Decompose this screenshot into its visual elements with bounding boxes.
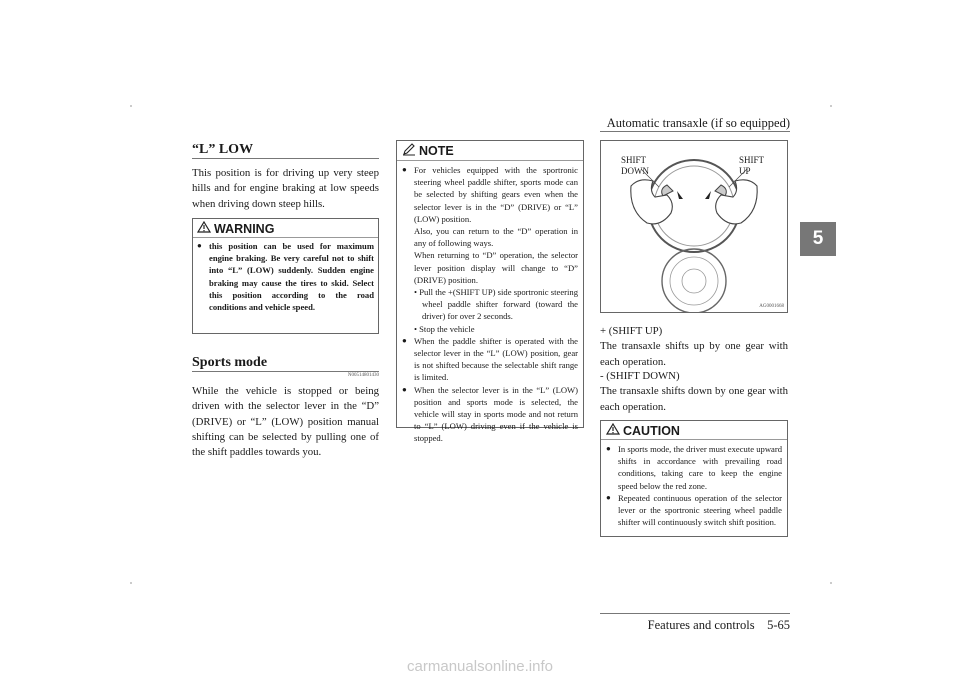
section-title-sports: Sports mode xyxy=(192,355,268,370)
warning-header xyxy=(197,221,374,236)
note-box xyxy=(396,140,584,444)
watermark: carmanualsonline.info xyxy=(407,658,553,675)
caution-box xyxy=(600,420,788,537)
registration-mark xyxy=(130,105,132,107)
sports-body: While the vehicle is stopped or being driven with the selector lever in the “D” (DRIVE) or “L” (LOW) position manual shifting can be selected by pulling one of the shift paddles towards you. xyxy=(192,385,379,459)
label-shift-up: SHIFT UP xyxy=(739,155,765,176)
header-rule xyxy=(600,131,790,132)
bullet-icon: ● xyxy=(606,444,611,453)
shift-down-block xyxy=(600,369,788,415)
page-footer: Features and controls 5-65 xyxy=(647,618,790,632)
caution-item: ● In sports mode, the driver must execute upward shifts in accordance with prevailing road conditions, taking care to keep the engine speed below the red zone. xyxy=(606,444,782,491)
note-item: ● When the paddle shifter is operated with the selector lever in the “L” (LOW) position, gear is not shifted because the selectable shift range is limited. xyxy=(402,335,578,383)
section-rule xyxy=(192,371,379,372)
section-code: N00514801430 xyxy=(347,373,379,378)
registration-mark xyxy=(830,582,832,584)
section-rule xyxy=(192,158,379,159)
bullet-icon: ● xyxy=(606,492,611,502)
note-subitem: • Pull the +(SHIFT UP) side sportronic steering wheel paddle shifter forward (toward the driver) for over 2 seconds. xyxy=(414,287,578,322)
bullet-icon: ● xyxy=(197,241,202,250)
shift-down-body: The transaxle shifts down by one gear with each operation. xyxy=(600,385,788,413)
shift-up-block xyxy=(600,324,788,370)
registration-mark xyxy=(830,105,832,107)
low-body: This position is for driving up very steep hills and for engine braking at low speeds when driving down steep hills. xyxy=(192,167,379,210)
registration-mark xyxy=(130,582,132,584)
figure-code: AG0001668 xyxy=(759,304,784,309)
note-item: ● For vehicles equipped with the sportronic steering wheel paddle shifter, sports mode can be selected by shifting gears even when the selector lever is in the “D” (DRIVE) or “L” (LOW) position. Also, you can return to the “D” operation in any of following ways. When returning to “D” operation, the selector lever position display will change to “D” (DRIVE) position. • Pull the +(SHIFT UP) side sportronic steering wheel paddle shifter forward (toward the driver) for over 2 seconds. • Stop the vehicle xyxy=(402,165,578,334)
note-item: ● When the selector lever is in the “L” (LOW) position and sports mode is selected, the vehicle will stay in sports mode and not return to “L” (LOW) driving even if the vehicle is stopped. xyxy=(402,384,578,444)
shift-up-head: + (SHIFT UP) xyxy=(600,325,663,337)
footer-rule xyxy=(600,613,790,614)
bullet-icon: ● xyxy=(402,165,407,174)
warning-text: this position can be used for maximum engine braking. Be very careful not to shift into “L” (LOW) suddenly. Sudden engine braking may cause the tires to skid. Select this position according to the road conditions and vehicle speed. xyxy=(209,241,374,313)
shift-down-head: - (SHIFT DOWN) xyxy=(600,370,680,382)
running-header: Automatic transaxle (if so equipped) xyxy=(606,116,790,130)
bullet-icon: ● xyxy=(402,335,407,345)
shift-up-body: The transaxle shifts up by one gear with each operation. xyxy=(600,340,788,368)
chapter-tab: 5 xyxy=(800,222,836,256)
caution-triangle-icon xyxy=(606,423,620,438)
section-title-low: “L” LOW xyxy=(192,142,254,157)
note-subitem: • Stop the vehicle xyxy=(414,323,475,334)
caution-item: ● Repeated continuous operation of the selector lever or the sportronic steering wheel paddle shifter will continuously switch shift position. xyxy=(606,492,782,528)
paddle-shifter-figure xyxy=(600,140,788,313)
note-header xyxy=(402,143,578,159)
warning-triangle-icon xyxy=(197,221,211,236)
caution-header xyxy=(606,423,782,438)
note-pencil-icon xyxy=(402,143,416,159)
caution-label: CAUTION xyxy=(623,423,680,438)
bullet-icon: ● xyxy=(402,384,407,394)
note-label: NOTE xyxy=(419,144,454,158)
warning-box xyxy=(192,218,379,334)
warning-label: WARNING xyxy=(214,221,275,236)
label-shift-down: SHIFT DOWN xyxy=(621,155,649,176)
